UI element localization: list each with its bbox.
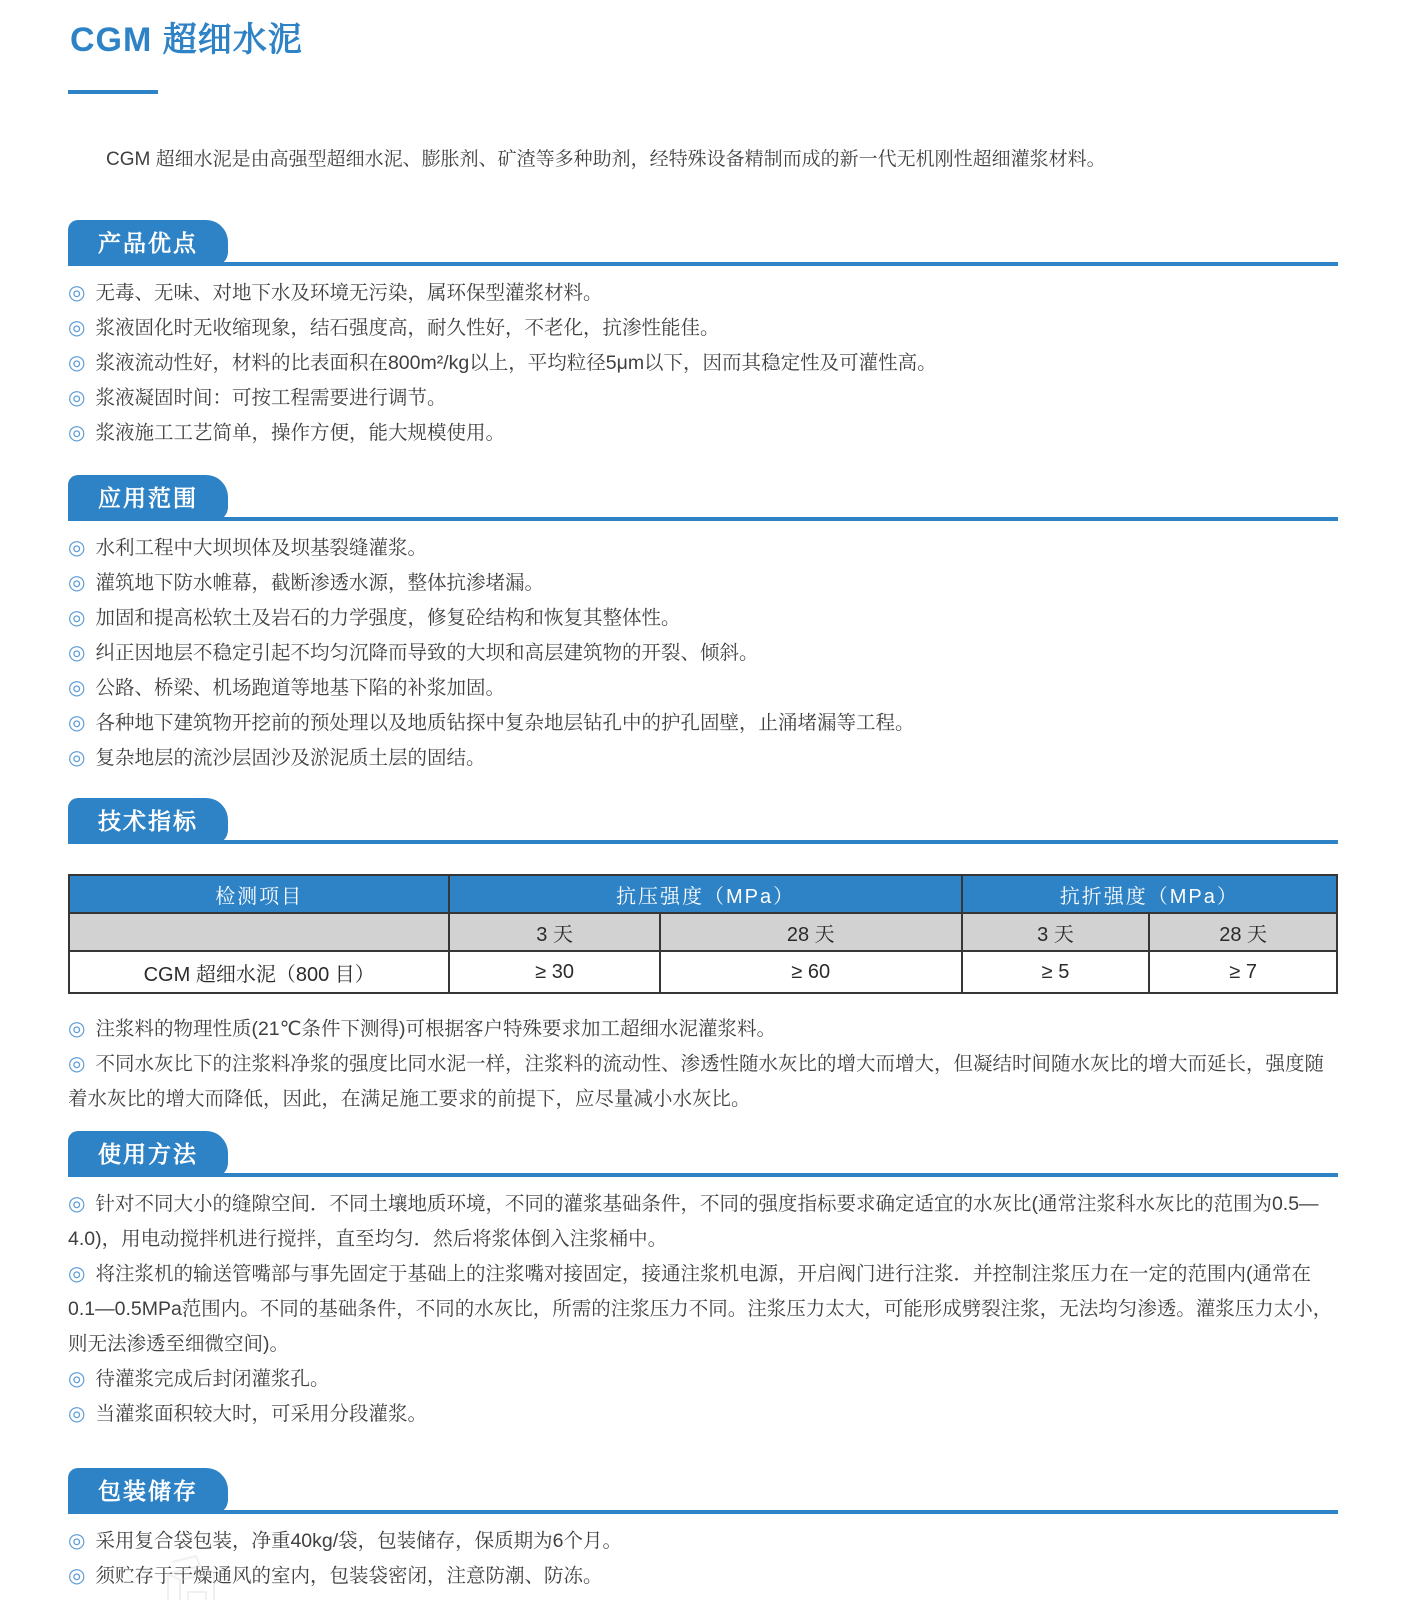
bullet-icon: ◎ [68,642,86,664]
bullet-icon: ◎ [68,1368,86,1390]
bullet-icon: ◎ [68,1018,86,1040]
bullet-icon: ◎ [68,712,86,734]
bullet-icon: ◎ [68,1263,86,1285]
bullet-icon: ◎ [68,1193,86,1215]
intro-paragraph: CGM 超细水泥是由高强型超细水泥、膨胀剂、矿渣等多种助剂，经特殊设备精制而成的新一代无机刚性超细灌浆材料。 [106,149,1106,170]
section-rule [68,1510,1338,1514]
table-subheader-row [69,913,1337,951]
list-item [68,601,1338,636]
list-item-text: 浆液流动性好，材料的比表面积在800m²/kg以上，平均粒径5μm以下，因而其稳定性及可灌性高。 [95,352,937,374]
bullet-icon: ◎ [68,352,86,374]
table-header-row [69,875,1337,913]
bullet-icon: ◎ [68,747,86,769]
table-cell-product-name: CGM 超细水泥（800 目） [69,951,449,993]
table-subheader-28d: 28 天 [1149,913,1337,951]
bullet-icon: ◎ [68,387,86,409]
list-item-text: 无毒、无味、对地下水及环境无污染，属环保型灌浆材料。 [95,282,603,304]
section-advantages [68,220,1338,451]
list-item [68,1397,1338,1432]
table-subheader-3d: 3 天 [449,913,659,951]
section-rule [68,840,1338,844]
bullet-icon: ◎ [68,677,86,699]
section-header [68,475,1338,521]
page-title: CGM 超细水泥 [70,21,303,59]
list-item-text: 复杂地层的流沙层固沙及淤泥质土层的固结。 [95,747,486,769]
bullet-icon: ◎ [68,1565,86,1587]
list-item [68,346,1338,381]
list-item-text: 水利工程中大坝坝体及坝基裂缝灌浆。 [95,537,427,559]
section-heading-badge: 使用方法 [68,1131,228,1177]
list-item [68,671,1338,706]
list-item [68,381,1338,416]
list-item [68,741,1338,776]
list-item-text: 纠正因地层不稳定引起不均匀沉降而导致的大坝和高层建筑物的开裂、倾斜。 [95,642,759,664]
section-heading-badge: 技术指标 [68,798,228,844]
list-item [68,531,1338,566]
bullet-icon: ◎ [68,1530,86,1552]
section-rule [68,517,1338,521]
table-subheader-28d: 28 天 [660,913,962,951]
packaging-list [68,1524,1338,1594]
list-item [68,1047,1338,1117]
table-cell-value: ≥ 60 [660,951,962,993]
bag-watermark-image [150,1552,232,1600]
table-cell-value: ≥ 30 [449,951,659,993]
list-item [68,1257,1338,1362]
list-item [68,636,1338,671]
bullet-icon: ◎ [68,282,86,304]
table-subheader-3d: 3 天 [962,913,1150,951]
list-item-text: 浆液凝固时间：可按工程需要进行调节。 [95,387,447,409]
list-item [68,1187,1338,1257]
bullet-icon: ◎ [68,317,86,339]
bullet-icon: ◎ [68,537,86,559]
table-cell-value: ≥ 5 [962,951,1150,993]
section-heading-badge: 应用范围 [68,475,228,521]
list-item-text: 灌筑地下防水帷幕，截断渗透水源，整体抗渗堵漏。 [95,572,544,594]
section-heading-badge: 产品优点 [68,220,228,266]
list-item [68,706,1338,741]
specs-table [68,874,1338,994]
list-item [68,1559,1338,1594]
section-specs [68,798,1338,1117]
list-item [68,1012,1338,1047]
list-item [68,566,1338,601]
list-item-text: 浆液固化时无收缩现象，结石强度高，耐久性好，不老化，抗渗性能佳。 [95,317,720,339]
section-header [68,220,1338,266]
section-header [68,1468,1338,1514]
list-item-text: 不同水灰比下的注浆料净浆的强度比同水泥一样，注浆料的流动性、渗透性随水灰比的增大而增大，但凝结时间随水灰比的增大而延长，强度随着水灰比的增大而降低，因此，在满足施工要求的前提下，应尽量减小水灰比。 [68,1053,1324,1110]
section-applications [68,475,1338,776]
list-item [68,1524,1338,1559]
section-heading-badge: 包装储存 [68,1468,228,1514]
list-item-text: 将注浆机的输送管嘴部与事先固定于基础上的注浆嘴对接固定，接通注浆机电源，开启阀门进行注浆．并控制注浆压力在一定的范围内(通常在0.1—0.5MPa范围内。不同的基础条件，不同的水灰比，所需的注浆压力不同。注浆压力太大，可能形成劈裂注浆，无法均匀渗透。灌浆压力太小，则无法渗透至细微空间)。 [68,1263,1333,1355]
title-underline [68,90,158,94]
list-item-text: 加固和提高松软土及岩石的力学强度，修复砼结构和恢复其整体性。 [95,607,681,629]
bullet-icon: ◎ [68,607,86,629]
list-item [68,311,1338,346]
list-item [68,276,1338,311]
section-rule [68,1173,1338,1177]
section-packaging [68,1468,1338,1594]
applications-list [68,531,1338,776]
table-cell-value: ≥ 7 [1149,951,1337,993]
list-item-text: 采用复合袋包装，净重40kg/袋，包装储存，保质期为6个月。 [95,1530,623,1552]
usage-list [68,1187,1338,1432]
specs-notes-list [68,1012,1338,1117]
advantages-list [68,276,1338,451]
table-subheader-empty [69,913,449,951]
list-item-text: 各种地下建筑物开挖前的预处理以及地质钻探中复杂地层钻孔中的护孔固壁，止涌堵漏等工程。 [95,712,915,734]
list-item-text: 注浆料的物理性质(21℃条件下测得)可根据客户特殊要求加工超细水泥灌浆料。 [95,1018,777,1040]
list-item-text: 当灌浆面积较大时，可采用分段灌浆。 [95,1403,427,1425]
section-header [68,798,1338,844]
list-item-text: 浆液施工工艺简单，操作方便，能大规模使用。 [95,422,505,444]
table-header-flexural: 抗折强度（MPa） [962,875,1337,913]
bullet-icon: ◎ [68,1403,86,1425]
list-item [68,416,1338,451]
table-header-item: 检测项目 [69,875,449,913]
list-item-text: 公路、桥梁、机场跑道等地基下陷的补浆加固。 [95,677,505,699]
table-header-compressive: 抗压强度（MPa） [449,875,961,913]
section-rule [68,262,1338,266]
list-item-text: 待灌浆完成后封闭灌浆孔。 [95,1368,330,1390]
section-usage [68,1131,1338,1432]
list-item-text: 针对不同大小的缝隙空间．不同土壤地质环境，不同的灌浆基础条件，不同的强度指标要求确定适宜的水灰比(通常注浆科水灰比的范围为0.5—4.0)，用电动搅拌机进行搅拌，直至均匀．然后将浆体倒入注浆桶中。 [68,1193,1319,1250]
list-item-text: 须贮存于干燥通风的室内，包装袋密闭，注意防潮、防冻。 [95,1565,603,1587]
list-item [68,1362,1338,1397]
section-header [68,1131,1338,1177]
bullet-icon: ◎ [68,572,86,594]
table-row [69,951,1337,993]
bullet-icon: ◎ [68,422,86,444]
bullet-icon: ◎ [68,1053,86,1075]
